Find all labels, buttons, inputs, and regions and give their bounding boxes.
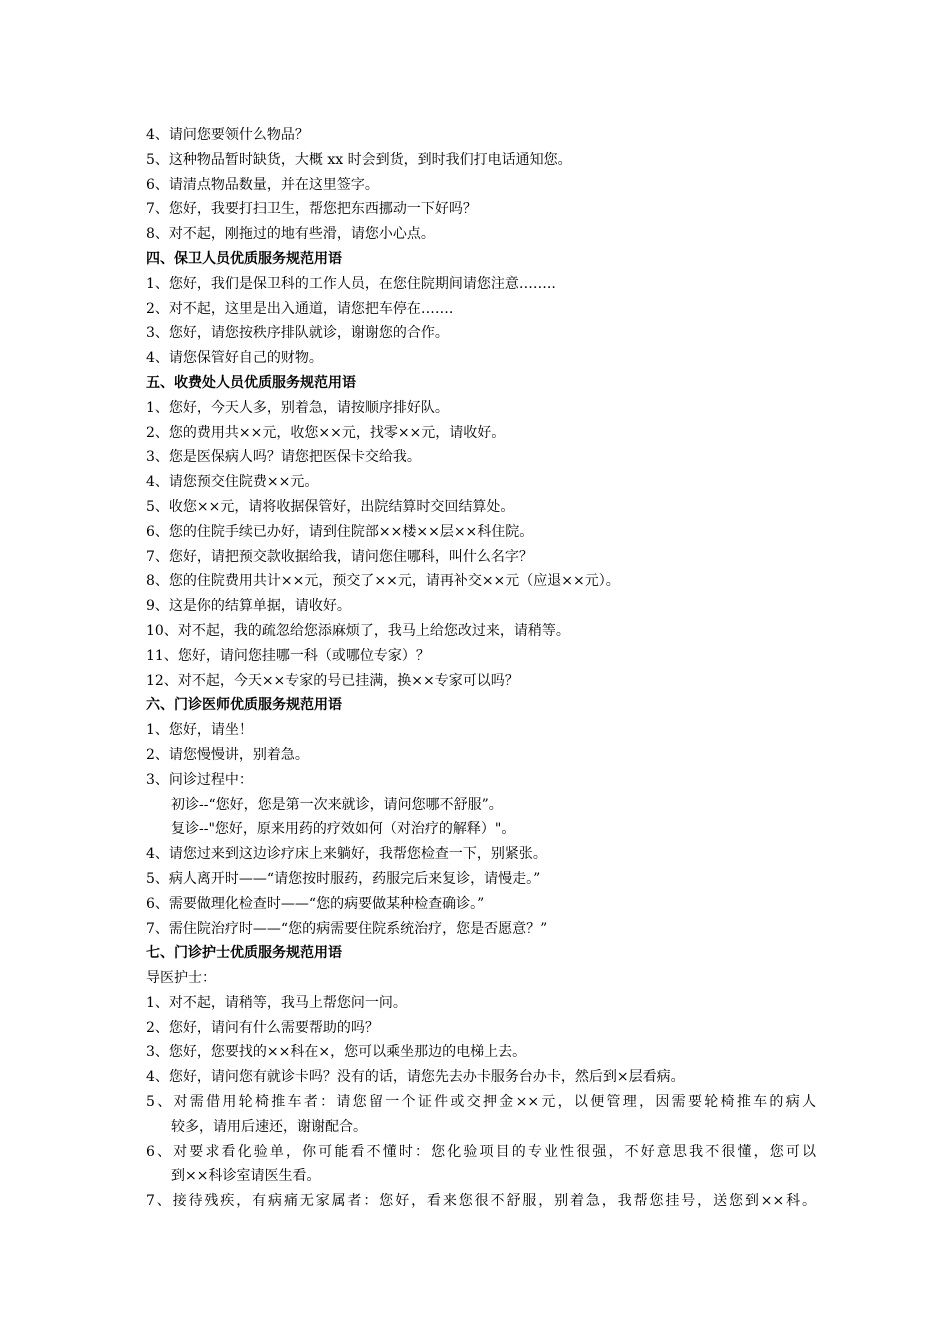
list-item: 3、您是医保病人吗？请您把医保卡交给我。 [146, 449, 421, 466]
list-item: 2、对不起，这里是出入通道，请您把车停在……. [146, 300, 454, 317]
list-item: 1、您好，请坐！ [146, 722, 253, 739]
list-item: 10、对不起，我的疏忽给您添麻烦了，我马上给您改过来，请稍等。 [146, 622, 570, 639]
list-item: 6、请清点物品数量，并在这里签字。 [146, 176, 379, 193]
section-heading: 四、保卫人员优质服务规范用语 [146, 250, 342, 267]
list-item: 5、这种物品暂时缺货，大概 xx 时会到货，到时我们打电话通知您。 [146, 151, 572, 168]
section-heading: 五、收费处人员优质服务规范用语 [146, 374, 356, 391]
indented-line: 复诊--"您好，原来用药的疗效如何（对治疗的解释）"。 [171, 821, 516, 838]
list-item: 3、您好，您要找的××科在×，您可以乘坐那边的电梯上去。 [146, 1044, 527, 1061]
list-item: 2、您好，请问有什么需要帮助的吗？ [146, 1019, 379, 1036]
list-item: 5、病人离开时——“请您按时服药，药服完后来复诊，请慢走。” [146, 870, 541, 887]
list-item: 9、这是你的结算单据，请收好。 [146, 598, 351, 615]
list-item: 1、您好，我们是保卫科的工作人员，在您住院期间请您注意…….. [146, 275, 556, 292]
list-item: 8、对不起，刚拖过的地有些滑，请您小心点。 [146, 226, 435, 243]
list-item: 7、您好，请把预交款收据给我，请问您住哪科，叫什么名字？ [146, 548, 533, 565]
list-item: 导医护士： [146, 970, 216, 987]
document-page [146, 123, 816, 1214]
list-item: 2、请您慢慢讲，别着急。 [146, 746, 309, 763]
list-item: 6、您的住院手续已办好，请到住院部××楼××层××科住院。 [146, 523, 534, 540]
list-item: 7、接待残疾，有病痛无家属者：您好，看来您很不舒服，别着急，我帮您挂号，送您到××科。 [146, 1193, 816, 1210]
list-item: 2、您的费用共××元，收您××元，找零××元，请收好。 [146, 424, 506, 441]
list-item: 4、请您保管好自己的财物。 [146, 350, 323, 367]
continuation-line: 较多，请用后速还，谢谢配合。 [171, 1118, 367, 1135]
list-item: 1、对不起，请稍等，我马上帮您问一问。 [146, 994, 407, 1011]
list-item: 6、对要求看化验单，你可能看不懂时：您化验项目的专业性很强，不好意思我不很懂，您可以 [146, 1143, 816, 1160]
indented-line: 初诊--“您好，您是第一次来就诊，请问您哪不舒服”。 [171, 796, 503, 813]
list-item: 6、需要做理化检查时——“您的病要做某种检查确诊。” [146, 895, 485, 912]
section-heading: 七、门诊护士优质服务规范用语 [146, 945, 342, 962]
list-item: 12、对不起，今天××专家的号已挂满，换××专家可以吗？ [146, 672, 519, 689]
list-item: 5、对需借用轮椅推车者：请您留一个证件或交押金××元，以便管理，因需要轮椅推车的病人 [146, 1094, 816, 1111]
list-item: 4、请问您要领什么物品？ [146, 127, 309, 143]
list-item: 5、收您××元，请将收据保管好，出院结算时交回结算处。 [146, 498, 515, 515]
list-item: 4、请您预交住院费××元。 [146, 474, 319, 491]
continuation-line: 到××科诊室请医生看。 [171, 1168, 321, 1185]
list-item: 4、您好，请问您有就诊卡吗？没有的话，请您先去办卡服务台办卡，然后到×层看病。 [146, 1069, 685, 1086]
list-item: 7、您好，我要打扫卫生，帮您把东西挪动一下好吗？ [146, 201, 477, 218]
list-item: 7、需住院治疗时——“您的病需要住院系统治疗，您是否愿意？” [146, 920, 548, 937]
list-item: 8、您的住院费用共计××元，预交了××元，请再补交××元（应退××元）。 [146, 573, 620, 590]
list-item: 4、请您过来到这边诊疗床上来躺好，我帮您检查一下，别紧张。 [146, 846, 547, 863]
list-item: 3、问诊过程中： [146, 771, 253, 788]
list-item: 11、您好，请问您挂哪一科（或哪位专家）？ [146, 647, 430, 664]
list-item: 3、您好，请您按秩序排队就诊，谢谢您的合作。 [146, 325, 449, 342]
section-heading: 六、门诊医师优质服务规范用语 [146, 697, 342, 714]
list-item: 1、您好，今天人多，别着急，请按顺序排好队。 [146, 399, 449, 416]
